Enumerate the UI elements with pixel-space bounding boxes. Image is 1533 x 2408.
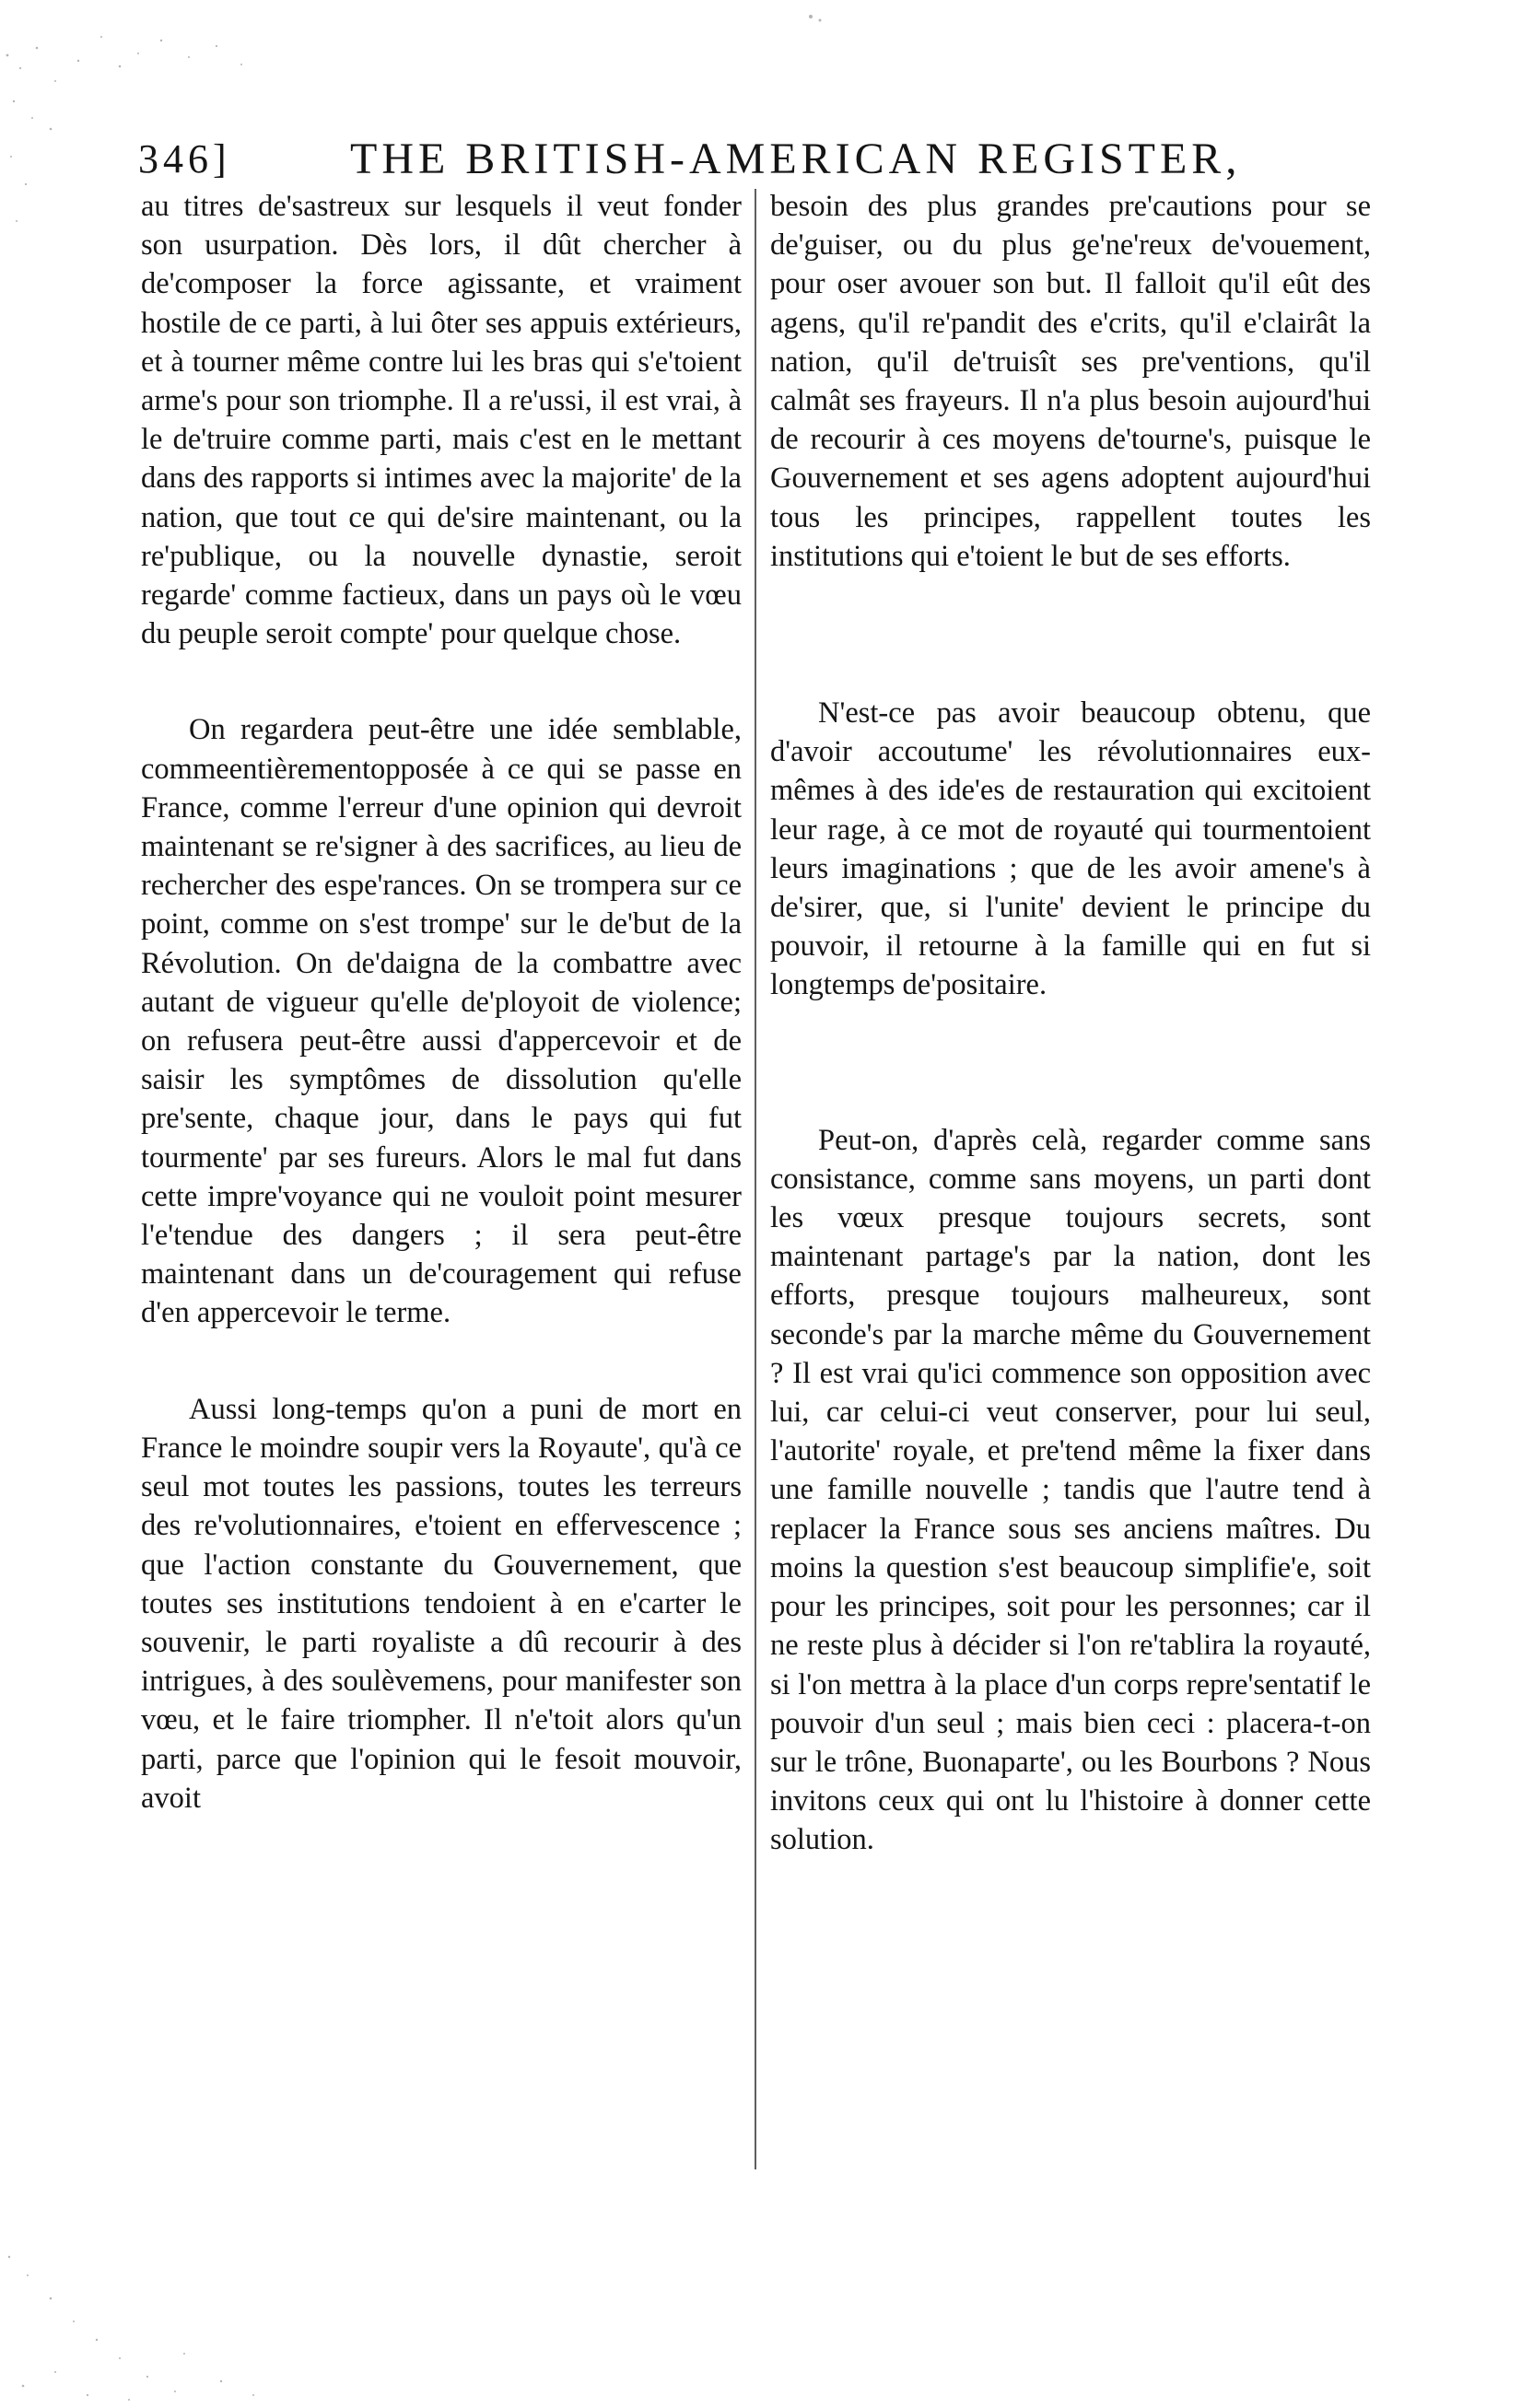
paragraph: besoin des plus grandes pre'cautions pour se de'guiser, ou du plus ge'ne'reux de'vouement, pour oser avouer son but. Il falloit qu'il eût des agens, qu'il re'pandit des e'crits, qu'il e'clairât la nation, qu'il de'truisît ses pre'ventions, qu'il calmât ses frayeurs. Il n'a plus besoin aujourd'hui de recourir à ces moyens de'tourne's, puisque le Gouvernement et ses agens adoptent aujourd'hui tous les principes, rappellent toutes les institutions qui e'toient le but de ses efforts. [770, 190, 1371, 573]
paragraph: On regardera peut-être une idée semblable, commeentièrementopposée à ce qui se passe en France, comme l'erreur d'une opinion qui devroit maintenant se re'signer à des sacrifices, au lieu de rechercher des espe'rances. On se trompera sur ce point, comme on s'est trompe' sur le de'but de la Révolution. On de'daigna de la combattre avec autant de vigueur qu'elle de'ployoit de violence; on refusera peut-être aussi d'appercevoir et de saisir les symptômes de dissolution qu'elle pre'sente, chaque jour, dans le pays qui fut tourmente' par ses fureurs. Alors le mal fut dans cette impre'voyance qui ne vouloit point mesurer l'e'tendue des dangers ; il sera peut-être maintenant dans un de'couragement qui refuse d'en appercevoir le terme. [141, 713, 742, 1330]
page-number: 346] [138, 136, 231, 181]
paragraph: Peut-on, d'après celà, regarder comme sans consistance, comme sans moyens, un parti dont les vœux presque toujours secrets, sont maintenant partage's par la nation, dont les efforts, presque toujours malheureux, sont seconde's par la marche même du Gouvernement ? Il est vrai qu'ici commence son opposition avec lui, car celui-ci veut conserver, pour lui seul, l'autorite' royale, et pre'tend même la fixer dans une famille nouvelle ; tandis que l'autre tend à replacer la France sous ses anciens maîtres. Du moins la question s'est beaucoup simplifie'e, soit pour les principes, soit pour les personnes; car il ne reste plus à décider si l'on re'tablira la royauté, si l'on mettra à la place d'un corps repre'sentatif le pouvoir d'un seul ; mais bien ceci : placera-t-on sur le trône, Buonaparte', ou les Bourbons ? Nous invitons ceux qui ont lu l'histoire à donner cette solution. [770, 1123, 1371, 1857]
paragraph: au titres de'sastreux sur lesquels il veut fonder son usurpation. Dès lors, il dût chercher à de'composer la force agissante, et vraiment hostile de ce parti, à lui ôter ses appuis extérieurs, et à tourner même contre lui les bras qui s'e'toient arme's pour son triomphe. Il a re'ussi, il est vrai, à le de'truire comme parti, mais c'est en le mettant dans des rapports si intimes avec la majorite' de la nation, que tout ce qui de'sire maintenant, ou la re'publique, ou la nouvelle dynastie, seroit regarde' comme factieux, dans un pays où le vœu du peuple seroit compte' pour quelque chose. [141, 190, 742, 651]
paragraph: N'est-ce pas avoir beaucoup obtenu, que d'avoir accoutume' les révolutionnaires eux-mêmes à des ide'es de restauration qui excitoient leur rage, à ce mot de royauté qui tourmentoient leurs imaginations ; que de les avoir amene's à de'sirer, que, si l'unite' devient le principe du pouvoir, il retourne à la famille qui en fut si longtemps de'positaire. [770, 696, 1371, 1002]
running-header [138, 127, 1299, 192]
left-column [141, 187, 742, 1818]
paragraph: Aussi long-temps qu'on a puni de mort en France le moindre soupir vers la Royaute', qu'à ce seul mot toutes les passions, toutes les terreurs des re'volutionnaires, e'toient en effervescence ; que l'action constante du Gouvernement, que toutes ses institutions tendoient à en e'carter le souvenir, le parti royaliste a dû recourir à des intrigues, à des soulèvemens, pour manifester son vœu, et le faire triompher. Il n'e'toit alors qu'un parti, parce que l'opinion qui le fesoit mouvoir, avoit [141, 1392, 742, 1815]
running-title: THE BRITISH-AMERICAN REGISTER, [350, 134, 1242, 183]
column-divider [755, 189, 756, 2169]
right-column [770, 187, 1371, 1860]
